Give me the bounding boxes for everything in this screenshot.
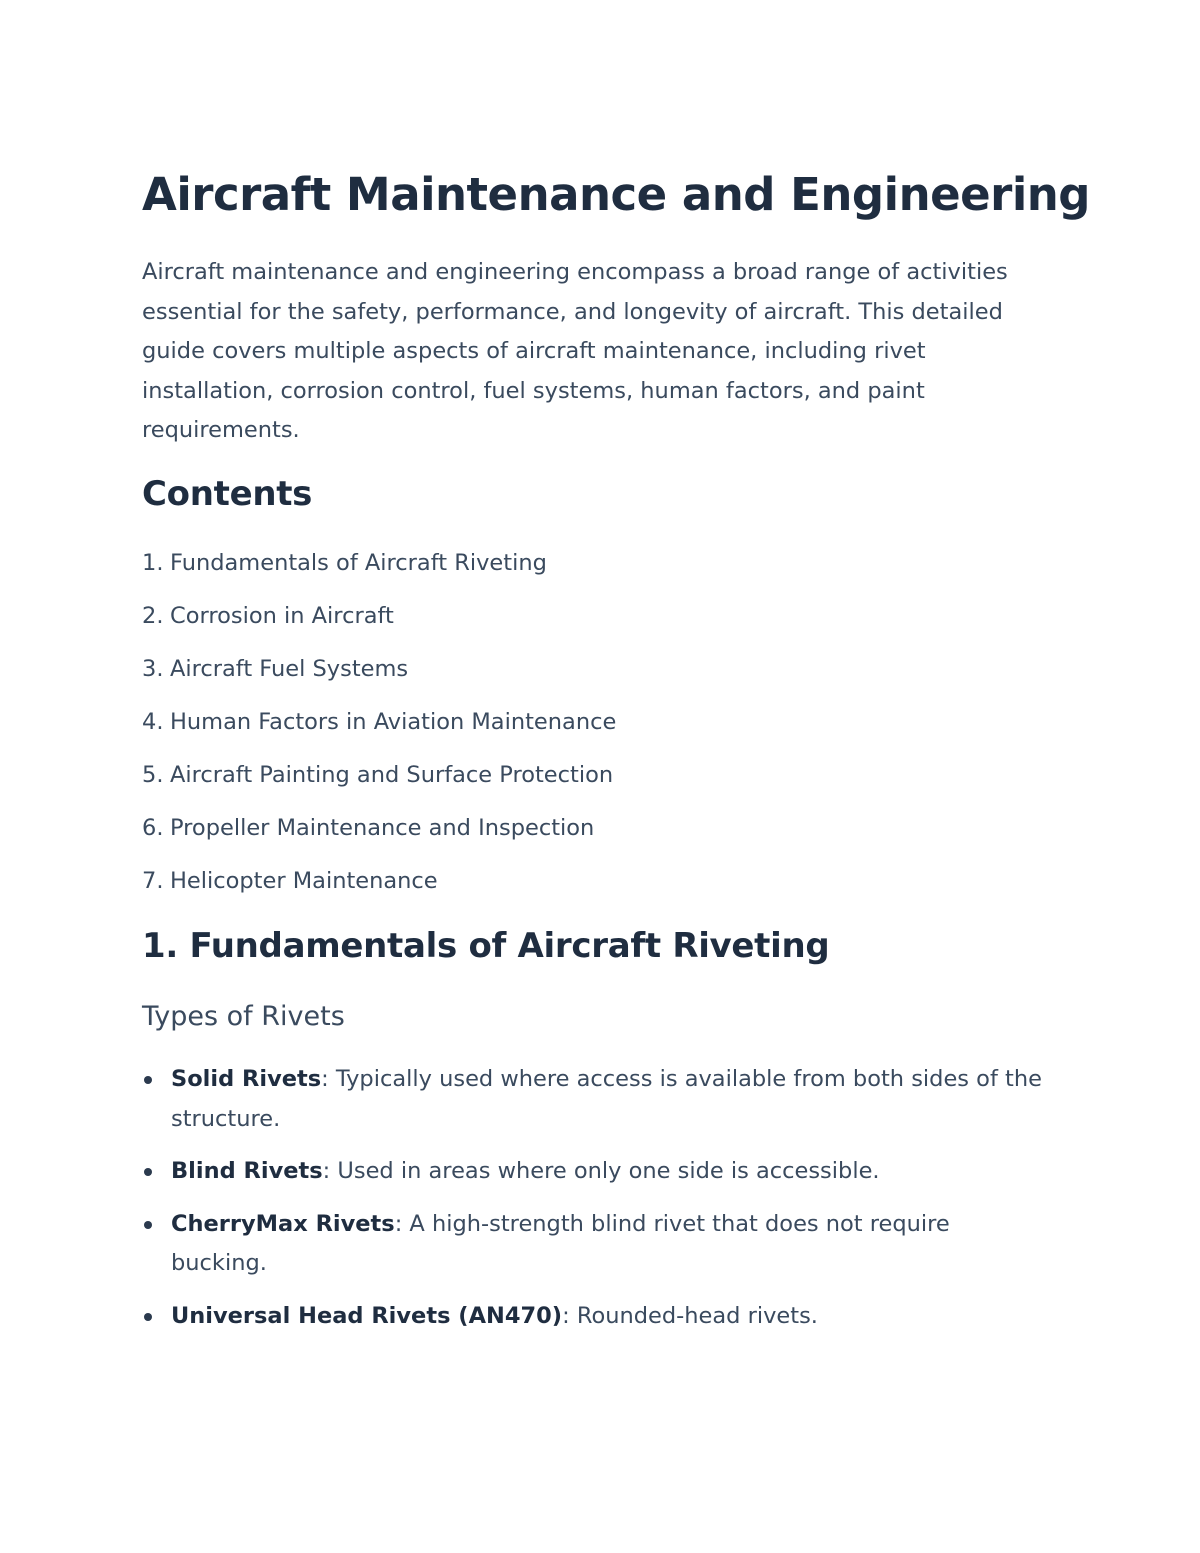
- contents-heading: Contents: [142, 474, 313, 514]
- toc-item[interactable]: [142, 758, 616, 811]
- toc-item-number: 1.: [142, 550, 164, 576]
- bullet-icon: [144, 1168, 152, 1176]
- toc-item-number: 5.: [142, 762, 164, 788]
- toc-item-label: Aircraft Fuel Systems: [170, 656, 409, 682]
- rivet-term: Universal Head Rivets (AN470): [171, 1302, 563, 1329]
- bullet-icon: [144, 1076, 152, 1084]
- rivet-description: : Used in areas where only one side is accessible.: [322, 1158, 880, 1184]
- list-item: [142, 1152, 1047, 1192]
- toc-item[interactable]: [142, 864, 616, 917]
- rivet-description: : A high-strength blind rivet that does not require bucking.: [171, 1210, 950, 1276]
- section-heading: 1. Fundamentals of Aircraft Riveting: [142, 926, 830, 966]
- toc-item-number: 6.: [142, 815, 164, 841]
- toc-item-number: 7.: [142, 868, 164, 894]
- toc-item[interactable]: [142, 705, 616, 758]
- toc-item-label: Aircraft Painting and Surface Protection: [170, 762, 614, 788]
- rivet-term: Blind Rivets: [171, 1158, 323, 1184]
- toc-item-label: Propeller Maintenance and Inspection: [170, 815, 595, 841]
- toc-item-number: 3.: [142, 656, 164, 682]
- toc-item-label: Corrosion in Aircraft: [170, 603, 394, 629]
- rivet-description: : Typically used where access is available from both sides of the structure.: [171, 1066, 1042, 1132]
- toc-item-number: 4.: [142, 709, 164, 735]
- rivet-types-list: [142, 1060, 1047, 1349]
- rivet-term: Solid Rivets: [171, 1066, 322, 1092]
- bullet-icon: [144, 1221, 152, 1229]
- toc-item[interactable]: [142, 811, 616, 864]
- bullet-icon: [144, 1313, 152, 1321]
- list-item: [142, 1205, 1047, 1284]
- toc-item-number: 2.: [142, 603, 164, 629]
- subsection-heading: Types of Rivets: [142, 1001, 345, 1032]
- table-of-contents: [142, 546, 616, 917]
- toc-item[interactable]: [142, 599, 616, 652]
- list-item: [142, 1297, 1047, 1337]
- toc-item-label: Human Factors in Aviation Maintenance: [170, 709, 617, 735]
- toc-item-label: Helicopter Maintenance: [170, 868, 438, 894]
- rivet-term: CherryMax Rivets: [171, 1210, 395, 1237]
- list-item: [142, 1060, 1047, 1139]
- document-title: Aircraft Maintenance and Engineering: [142, 168, 1091, 221]
- toc-item[interactable]: [142, 652, 616, 705]
- toc-item[interactable]: [142, 546, 616, 599]
- rivet-description: : Rounded-head rivets.: [562, 1302, 818, 1329]
- intro-paragraph: Aircraft maintenance and engineering encompass a broad range of activities essential for the safety, performance, and longevity of aircraft. This detailed guide covers multiple aspects of aircraft maintenance, including rivet installation, corrosion control, fuel systems, human factors, and paint requirements.: [142, 259, 1008, 443]
- toc-item-label: Fundamentals of Aircraft Riveting: [170, 550, 547, 576]
